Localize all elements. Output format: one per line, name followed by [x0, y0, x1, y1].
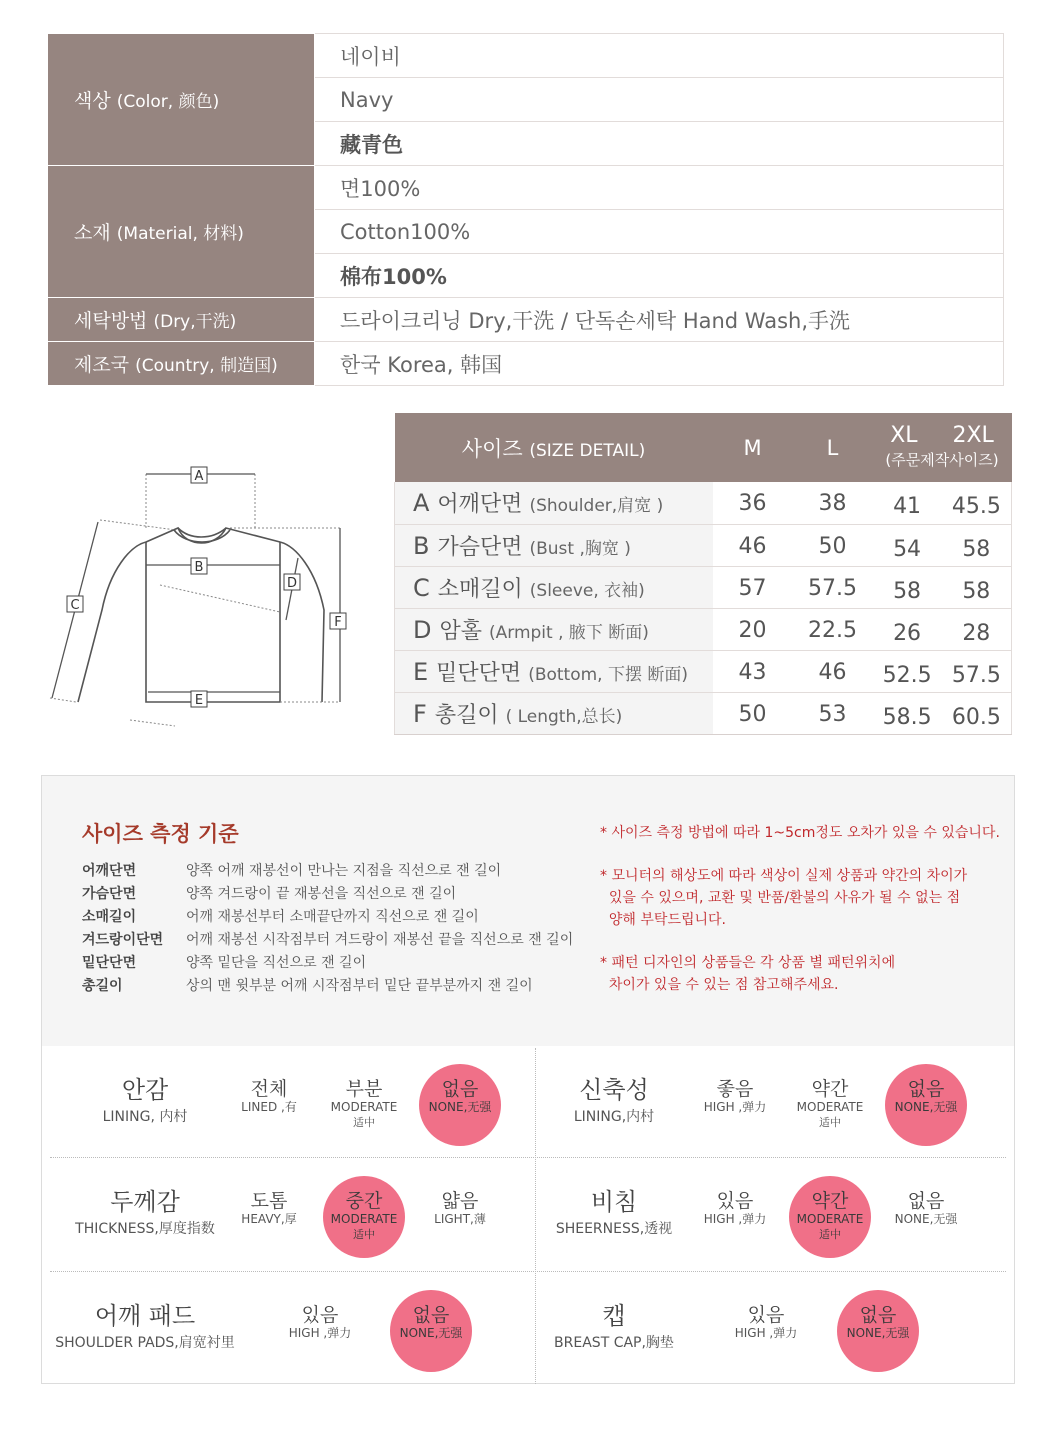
guide-title: 사이즈 측정 기준: [82, 822, 239, 846]
wash-header: [48, 298, 315, 342]
measure-korean: 암홀: [439, 618, 482, 644]
size-value: 53: [793, 692, 873, 734]
product-info-table: [47, 33, 1004, 386]
material-value: 棉布100%: [315, 254, 1004, 298]
svg-text:B: B: [194, 560, 204, 575]
wash-header-label: 세탁방법: [74, 310, 148, 332]
size-row: [395, 524, 1012, 566]
material-value: 면100%: [315, 166, 1004, 210]
size-header: [395, 413, 713, 482]
option-english: HIGH ,弹力: [734, 1326, 798, 1340]
custom-size-note: (주문제작사이즈): [885, 450, 999, 469]
attr-option: [319, 1078, 409, 1130]
note-monitor: [600, 865, 1000, 931]
attr-option: [224, 1190, 314, 1227]
size-row: [395, 650, 1012, 692]
attr-option: [275, 1304, 365, 1341]
measurement-row: [82, 883, 573, 906]
measure-korean: 총길이: [434, 702, 499, 728]
color-value: 藏青色: [315, 122, 1004, 166]
attr-row-divider: [50, 1157, 1006, 1158]
attr-option-selected: [390, 1290, 472, 1372]
size-value: 28: [942, 608, 1012, 650]
size-value: 58: [873, 566, 942, 608]
material-header: [48, 166, 315, 298]
measure-sub: (Shoulder,肩宽 ): [529, 496, 664, 517]
attr-pads: [35, 1302, 255, 1352]
note-pattern-line-2: 차이가 있을 수 있는 점 참고해주세요.: [608, 977, 839, 993]
material-header-sub: (Material, 材料): [116, 224, 244, 244]
measure-name: [395, 608, 713, 650]
measure-letter: C: [413, 573, 430, 602]
attr-title: 안감: [121, 1076, 169, 1104]
option-english: MODERATE: [796, 1100, 864, 1114]
size-value: 54: [873, 524, 942, 566]
attr-option: [224, 1078, 314, 1115]
measure-name: [395, 692, 713, 734]
option-english: HIGH ,弹力: [703, 1212, 767, 1226]
attr-title: 캡: [602, 1302, 626, 1330]
color-value: 네이비: [315, 34, 1004, 78]
attr-subtitle: THICKNESS,厚度指数: [75, 1221, 215, 1237]
attr-subtitle: SHEERNESS,透视: [555, 1221, 673, 1237]
attr-lining: [35, 1076, 255, 1126]
size-value: 52.5: [873, 650, 942, 692]
attr-title: 비침: [590, 1188, 638, 1216]
measure-korean: 소매길이: [437, 576, 523, 602]
size-value: 45.5: [942, 482, 1012, 524]
attr-subtitle: LINING,内村: [573, 1109, 655, 1125]
attr-subtitle: BREAST CAP,胸垫: [554, 1335, 674, 1351]
note-error: * 사이즈 측정 방법에 따라 1~5cm정도 오차가 있을 수 있습니다.: [600, 825, 1000, 841]
size-value: 58: [942, 566, 1012, 608]
attr-option-selected: [789, 1176, 871, 1258]
option-korean: 얇음: [441, 1190, 479, 1212]
svg-text:D: D: [286, 576, 298, 591]
svg-text:A: A: [194, 469, 204, 484]
size-value: 46: [713, 524, 793, 566]
size-detail-table: [394, 413, 1012, 735]
color-header-label: 색상: [74, 90, 111, 112]
option-english: HIGH ,弹力: [288, 1326, 352, 1340]
measure-name: [395, 650, 713, 692]
label-d: [284, 574, 300, 591]
option-korean: 부분: [345, 1078, 383, 1100]
measurement-list: [82, 860, 573, 998]
country-header-label: 제조국: [74, 354, 130, 376]
measurement-term: 가슴단면: [82, 886, 137, 902]
size-value: 46: [793, 650, 873, 692]
color-header-sub: (Color, 颜色): [116, 92, 220, 112]
measure-letter: F: [413, 699, 427, 728]
svg-text:F: F: [334, 615, 342, 630]
color-header: [48, 34, 315, 166]
option-korean: 없음: [412, 1304, 450, 1326]
note-pattern: [600, 952, 1000, 996]
size-value: 60.5: [942, 692, 1012, 734]
size-value: 58: [942, 524, 1012, 566]
size-row: [395, 692, 1012, 734]
size-row: [395, 608, 1012, 650]
attr-option: [881, 1190, 971, 1227]
size-value: 58.5: [873, 692, 942, 734]
measurement-row: [82, 952, 573, 975]
attr-title: 어깨 패드: [94, 1302, 196, 1330]
option-chinese: 适中: [353, 1228, 375, 1241]
label-c: [67, 596, 83, 613]
size-value: 57: [713, 566, 793, 608]
measurement-desc: 양쪽 어깨 재봉선이 만나는 지점을 직선으로 잰 길이: [186, 863, 502, 879]
size-value: 57.5: [942, 650, 1012, 692]
attr-option: [785, 1078, 875, 1130]
option-english: LINED ,有: [241, 1100, 297, 1114]
measurement-term: 밑단단면: [82, 955, 137, 971]
material-header-label: 소재: [74, 222, 111, 244]
size-col-xl-2xl: [873, 413, 1012, 482]
size-value: 26: [873, 608, 942, 650]
measurement-term: 소매길이: [82, 909, 137, 925]
size-col-m: M: [713, 413, 793, 482]
size-col-2xl: 2XL: [952, 422, 994, 448]
measure-korean: 밑단단면: [436, 660, 522, 686]
measure-letter: B: [413, 531, 430, 560]
option-korean: 약간: [811, 1078, 849, 1100]
size-header-sub: (SIZE DETAIL): [529, 440, 646, 461]
attr-subtitle: LINING, 内村: [102, 1109, 188, 1125]
attr-option-selected: [419, 1064, 501, 1146]
material-value: Cotton100%: [315, 210, 1004, 254]
measurement-term: 총길이: [82, 978, 123, 994]
attr-title: 두께감: [110, 1188, 180, 1216]
label-f: [330, 613, 346, 630]
option-english: LIGHT,薄: [434, 1212, 486, 1226]
country-header: [48, 342, 315, 386]
measure-letter: E: [413, 657, 429, 686]
option-korean: 좋음: [716, 1078, 754, 1100]
attr-cap: [504, 1302, 724, 1352]
size-value: 38: [793, 482, 873, 524]
attr-thickness: [35, 1188, 255, 1238]
label-b: [191, 558, 207, 575]
measurement-row: [82, 860, 573, 883]
option-english: MODERATE: [796, 1212, 864, 1226]
guide-top-area: [42, 776, 1014, 1046]
option-english: HIGH ,弹力: [703, 1100, 767, 1114]
note-monitor-line-2: 있을 수 있으며, 교환 및 반품/환불의 사유가 될 수 없는 점: [608, 890, 961, 906]
size-col-l: L: [793, 413, 873, 482]
garment-measure-diagram: [40, 440, 380, 740]
measurement-row: [82, 929, 573, 952]
measure-sub: (Bottom, 下摆 断面): [528, 664, 689, 685]
measure-letter: D: [413, 615, 432, 644]
size-value: 57.5: [793, 566, 873, 608]
option-chinese: 适中: [819, 1116, 841, 1129]
option-korean: 없음: [441, 1078, 479, 1100]
attr-option: [690, 1190, 780, 1227]
measurement-term: 겨드랑이단면: [82, 932, 164, 948]
measure-letter: A: [413, 489, 430, 518]
option-korean: 있음: [747, 1304, 785, 1326]
measure-sub: (Bust ,胸宽 ): [529, 538, 631, 559]
attr-option-selected: [323, 1176, 405, 1258]
measurement-desc: 양쪽 겨드랑이 끝 재봉선을 직선으로 잰 길이: [186, 886, 457, 902]
option-korean: 없음: [907, 1190, 945, 1212]
attr-row-divider: [50, 1271, 1006, 1272]
measurement-row: [82, 975, 573, 998]
note-pattern-line-1: * 패턴 디자인의 상품들은 각 상품 별 패턴위치에: [600, 955, 896, 971]
attr-option: [721, 1304, 811, 1341]
size-value: 22.5: [793, 608, 873, 650]
option-chinese: 适中: [353, 1116, 375, 1129]
attr-option: [690, 1078, 780, 1115]
measurement-term: 어깨단면: [82, 863, 137, 879]
size-value: 50: [713, 692, 793, 734]
option-english: MODERATE: [330, 1212, 398, 1226]
measurement-desc: 어깨 재봉선 시작점부터 겨드랑이 재봉선 끝을 직선으로 잰 길이: [186, 932, 574, 948]
option-korean: 중간: [345, 1190, 383, 1212]
measurement-row: [82, 906, 573, 929]
measure-name: [395, 524, 713, 566]
color-value: Navy: [315, 78, 1004, 122]
option-chinese: 适中: [819, 1228, 841, 1241]
label-a: [191, 467, 207, 484]
size-value: 20: [713, 608, 793, 650]
measure-korean: 어깨단면: [437, 492, 523, 518]
option-english: HEAVY,厚: [241, 1212, 297, 1226]
size-value: 43: [713, 650, 793, 692]
attr-option-selected: [885, 1064, 967, 1146]
wash-value: 드라이크리닝 Dry,干洗 / 단독손세탁 Hand Wash,手洗: [315, 298, 1004, 342]
measure-sub: (Sleeve, 衣袖): [529, 580, 645, 601]
size-col-xl: XL: [890, 422, 918, 448]
option-korean: 없음: [907, 1078, 945, 1100]
attr-option: [415, 1190, 505, 1227]
size-value: 36: [713, 482, 793, 524]
attr-title: 신축성: [579, 1076, 649, 1104]
measure-name: [395, 482, 713, 524]
size-row: [395, 566, 1012, 608]
option-english: NONE,无强: [846, 1326, 910, 1340]
size-row: [395, 482, 1012, 524]
option-english: NONE,无强: [894, 1212, 958, 1226]
svg-text:E: E: [194, 693, 204, 708]
option-korean: 도톰: [250, 1190, 288, 1212]
attr-option-selected: [837, 1290, 919, 1372]
note-monitor-line-3: 양해 부탁드립니다.: [608, 912, 726, 928]
wash-header-sub: (Dry,干洗): [153, 312, 237, 332]
country-header-sub: (Country, 制造国): [135, 356, 278, 376]
svg-text:C: C: [70, 598, 80, 613]
attr-subtitle: SHOULDER PADS,肩宽衬里: [55, 1335, 235, 1351]
label-e: [191, 691, 207, 708]
note-monitor-line-1: * 모니터의 해상도에 따라 색상이 실제 상품과 약간의 차이가: [600, 868, 968, 884]
measurement-desc: 양쪽 밑단을 직선으로 잰 길이: [186, 955, 367, 971]
option-english: NONE,无强: [428, 1100, 492, 1114]
size-guide-panel: [41, 775, 1015, 1384]
measurement-desc: 어깨 재봉선부터 소매끝단까지 직선으로 잰 길이: [186, 909, 479, 925]
option-korean: 약간: [811, 1190, 849, 1212]
option-korean: 전체: [250, 1078, 288, 1100]
measure-name: [395, 566, 713, 608]
measure-sub: (Armpit , 腋下 断面): [489, 622, 649, 643]
option-english: NONE,无强: [894, 1100, 958, 1114]
size-value: 50: [793, 524, 873, 566]
option-korean: 없음: [859, 1304, 897, 1326]
measure-sub: ( Length,总长): [505, 706, 623, 727]
size-header-label: 사이즈: [461, 436, 523, 461]
option-english: MODERATE: [330, 1100, 398, 1114]
option-korean: 있음: [301, 1304, 339, 1326]
size-value: 41: [873, 482, 942, 524]
measure-korean: 가슴단면: [437, 534, 523, 560]
option-korean: 있음: [716, 1190, 754, 1212]
measurement-desc: 상의 맨 윗부분 어깨 시작점부터 밑단 끝부분까지 잰 길이: [186, 978, 533, 994]
option-english: NONE,无强: [399, 1326, 463, 1340]
country-value: 한국 Korea, 韩国: [315, 342, 1004, 386]
guide-notes: [600, 822, 1000, 1017]
